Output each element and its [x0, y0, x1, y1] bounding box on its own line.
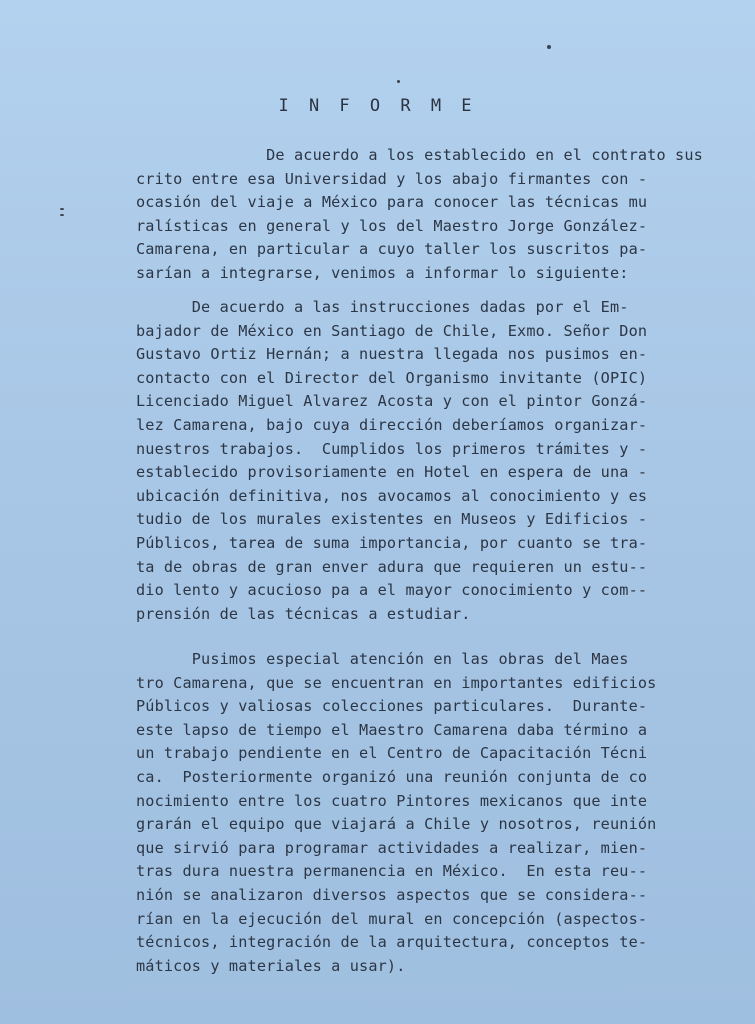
- text-line: nuestros trabajos. Cumplidos los primeros trámites y -: [136, 439, 648, 458]
- text-line: dio lento y acucioso pa a el mayor conocimiento y com--: [136, 581, 648, 600]
- text-line: contacto con el Director del Organismo invitante (OPIC): [136, 368, 648, 387]
- ink-speck: [60, 208, 64, 210]
- text-line: ubicación definitiva, nos avocamos al conocimiento y es: [136, 486, 648, 505]
- text-line: prensión de las técnicas a estudiar.: [136, 604, 471, 623]
- ink-speck: [60, 214, 64, 216]
- text-line: nocimiento entre los cuatro Pintores mexicanos que inte: [136, 791, 648, 810]
- text-line: establecido provisoriamente en Hotel en espera de una -: [136, 463, 648, 482]
- ink-speck: [397, 80, 400, 83]
- text-line: tras dura nuestra permanencia en México. En esta reu--: [136, 862, 648, 881]
- text-line: ca. Posteriormente organizó una reunión conjunta de co: [136, 767, 648, 786]
- text-line: crito entre esa Universidad y los abajo firmantes con -: [136, 169, 648, 188]
- text-line: Públicos, tarea de suma importancia, por cuanto se tra-: [136, 533, 648, 552]
- text-line: Públicos y valiosas colecciones particulares. Durante-: [136, 697, 648, 716]
- text-line: Pusimos especial atención en las obras del Maes: [136, 650, 629, 668]
- text-line: bajador de México en Santiago de Chile, Exmo. Señor Don: [136, 321, 648, 340]
- paragraph-intro: [136, 144, 716, 286]
- text-line: nión se analizaron diversos aspectos que se considera--: [136, 885, 648, 904]
- text-line: máticos y materiales a usar).: [136, 956, 406, 975]
- text-line: que sirvió para programar actividades a realizar, mien-: [136, 838, 648, 857]
- document-title: I N F O R M E: [278, 96, 477, 116]
- text-line: ta de obras de gran enver adura que requieren un estu--: [136, 557, 648, 576]
- text-line: este lapso de tiempo el Maestro Camarena daba término a: [136, 720, 648, 739]
- text-line: De acuerdo a los establecido en el contrato sus: [136, 146, 703, 164]
- text-line: lez Camarena, bajo cuya dirección deberíamos organizar-: [136, 415, 648, 434]
- ink-speck: [547, 45, 551, 49]
- text-line: ralísticas en general y los del Maestro Jorge González-: [136, 216, 648, 235]
- text-line: técnicos, integración de la arquitectura, conceptos te-: [136, 933, 648, 952]
- text-line: grarán el equipo que viajará a Chile y nosotros, reunión: [136, 815, 657, 834]
- text-line: un trabajo pendiente en el Centro de Capacitación Técni: [136, 744, 648, 763]
- text-line: Camarena, en particular a cuyo taller los suscritos pa-: [136, 240, 648, 259]
- text-line: Gustavo Ortiz Hernán; a nuestra llegada nos pusimos en-: [136, 345, 648, 364]
- text-line: tudio de los murales existentes en Museos y Edificios -: [136, 510, 648, 529]
- text-line: De acuerdo a las instrucciones dadas por el Em-: [136, 298, 629, 316]
- paragraph-camarena: [136, 648, 716, 978]
- text-line: ocasión del viaje a México para conocer las técnicas mu: [136, 193, 648, 212]
- text-line: Licenciado Miguel Alvarez Acosta y con el pintor Gonzá-: [136, 392, 648, 411]
- text-line: tro Camarena, que se encuentran en importantes edificios: [136, 673, 657, 692]
- paragraph-instructions: [136, 296, 716, 626]
- text-line: rían en la ejecución del mural en concepción (aspectos-: [136, 909, 648, 928]
- text-line: sarían a integrarse, venimos a informar lo siguiente:: [136, 263, 629, 282]
